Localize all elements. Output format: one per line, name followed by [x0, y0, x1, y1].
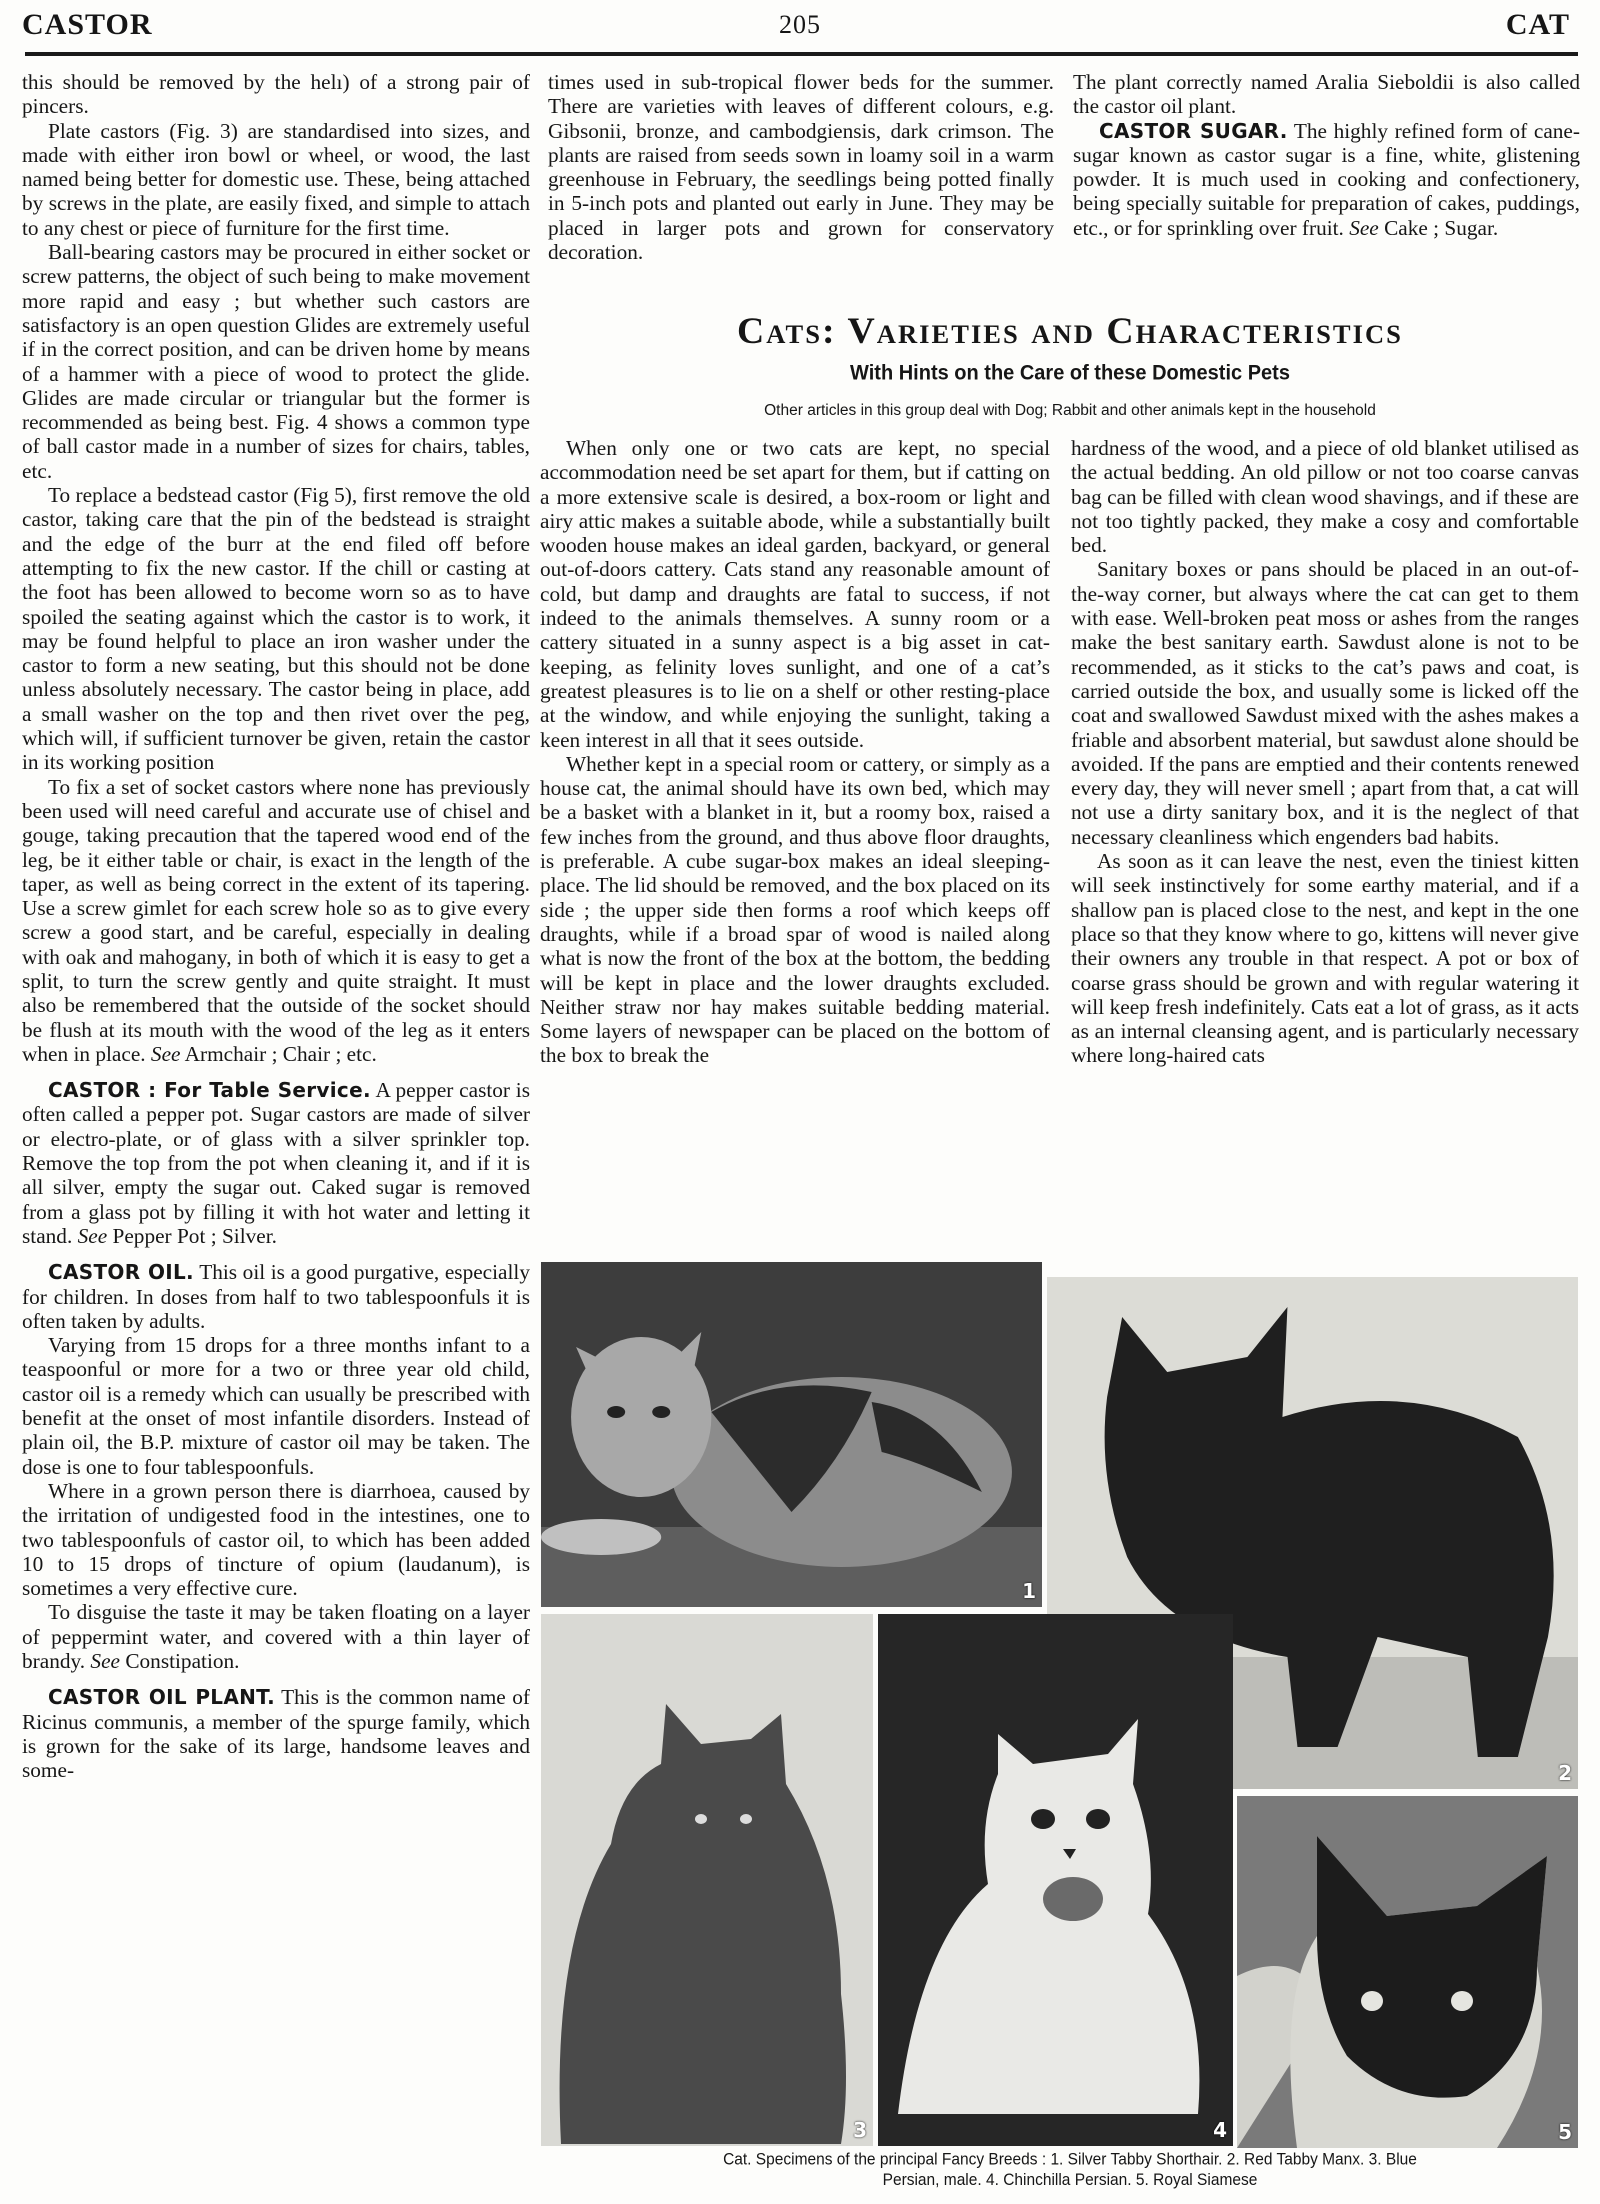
photo-number: 5	[1558, 2120, 1572, 2144]
cat-illustration	[878, 1614, 1233, 2146]
entry-text: The highly refined form of cane-sugar known as castor sugar is a fine, white, glistening powder. It is much used in cooking and confectionery, being specially suitable for preparation of cakes, puddings, etc., or for sprinkling over fruit.	[1073, 118, 1580, 240]
photo-number: 4	[1213, 2118, 1227, 2142]
cross-reference[interactable]: Armchair ; Chair ; etc.	[184, 1041, 377, 1066]
cross-reference[interactable]: Pepper Pot ; Silver.	[112, 1223, 277, 1248]
paragraph: To replace a bedstead castor (Fig 5), first remove the old castor, taking care that the pin of the bedstead is straight and the edge of the burr at the end filed off before attempting to fix the new castor. If the chill or casting at the foot has been allowed to become worn so as to have spoiled the seating against which the castor is to work, it may be found helpful to place an iron washer under the castor to form a new seating, but this should not be done unless absolutely necessary. The castor being in place, add a small washer on the top and then rivet over the peg, which will, if sufficient turnover be given, retain the castor in its working position	[22, 483, 530, 775]
paragraph-text: To disguise the taste it may be taken floating on a layer of peppermint water, and covered with a thin layer of brandy.	[22, 1600, 530, 1673]
see-label: See	[90, 1649, 120, 1673]
column-middle-top	[548, 70, 1054, 264]
paragraph: this should be removed by the helı) of a strong pair of pincers.	[22, 70, 530, 119]
running-header-right: CAT	[1505, 8, 1570, 41]
paragraph: When only one or two cats are kept, no special accommodation need be set apart for them, but if catting on a more extensive scale is desired, a box-room or light and airy attic makes a suitable abode, while a substantially built wooden house makes an ideal garden, backyard, or general out-of-doors cattery. Cats stand any reasonable amount of cold, but damp and draughts are fatal to success, if not indeed to the animals themselves. A sunny room or a cattery situated in a sunny aspect is a big asset in cat-keeping, as felinity loves sunlight, and one of a cat’s greatest pleasures is to lie on a shelf or other resting-place at the window, and while enjoying the sunlight, taking a keen interest in all that it sees outside.	[540, 436, 1050, 752]
paragraph: times used in sub-tropical flower beds for the summer. There are varieties with leaves of different colours, e.g. Gibsonii, bronze, and cambodgiensis, dark crimson. The plants are raised from seeds sown in loamy soil in a warm greenhouse in February, the seedlings being potted finally in 5-inch pots and planted out early in June. They may be placed in larger pots and grown for conservatory decoration.	[548, 70, 1054, 265]
paragraph-text: To fix a set of socket castors where none has previously been used will need careful and accurate use of chisel and gouge, taking precaution that the tapered wood end of the leg, be it either table or chair, is exact in the length of the taper, as well as being correct in the extent of its tapering. Use a screw gimlet for each screw hole so as to give every screw a good start, and be careful, especially in dealing with oak and mahogany, in both of which it is easy to get a split, to turn the screw gently and quite straight. It must also be remembered that the outside of the socket should be flush at its mouth with the wood of the leg as it enters when in place.	[22, 774, 530, 1066]
entry-text: This is the common name of Ricinus communis, a member of the spurge family, which is grown for the sake of its large, handsome leaves and some-	[22, 1685, 530, 1783]
paragraph: hardness of the wood, and a piece of old blanket utilised as the actual bedding. An old pillow or not too coarse canvas bag can be filled with clean wood shavings, and if these are not too tightly packed, they make a cosy and comfortable bed.	[1071, 436, 1579, 558]
entry-heading: CASTOR : For Table Service.	[48, 1078, 371, 1103]
photo-number: 3	[853, 2118, 867, 2142]
article-column-right	[1071, 436, 1579, 1068]
paragraph: Ball-bearing castors may be procured in either socket or screw patterns, the object of such being to make movement more rapid and easy ; but whether such castors are satisfactory is an open question Glides are extremely useful if in the correct position, and can be driven home by means of a hammer with a piece of wood to protect the glide. Glides are made circular or triangular but the former is recommended as being best. Fig. 4 shows a common type of ball castor made in a number of sizes for chairs, tables, etc.	[22, 240, 530, 483]
cat-illustration	[1237, 1796, 1578, 2148]
see-label: See	[150, 1041, 181, 1066]
entry-heading: CASTOR OIL.	[48, 1260, 194, 1285]
article-column-left	[540, 436, 1050, 1068]
paragraph: Plate castors (Fig. 3) are standardised into sizes, and made with either iron bowl or wheel, or wood, the last named being better for domestic use. These, being attached by screws in the plate, are easily fixed, and simple to attach to any chest or piece of furniture for the first time.	[22, 118, 530, 240]
cross-reference[interactable]: Cake ; Sugar.	[1384, 215, 1499, 240]
entry-heading: CASTOR SUGAR.	[1099, 118, 1288, 143]
entry-heading: CASTOR OIL PLANT.	[48, 1685, 275, 1710]
caption-line: Cat. Specimens of the principal Fancy Breeds : 1. Silver Tabby Shorthair. 2. Red Tabby Manx. 3. Blue	[723, 2150, 1417, 2169]
photo-blue-persian-male	[541, 1614, 873, 2146]
photo-silver-tabby-shorthair	[541, 1262, 1042, 1607]
paragraph	[22, 775, 530, 1067]
column-left	[22, 70, 530, 1782]
paragraph: As soon as it can leave the nest, even the tiniest kitten will seek instinctively for some earthy material, and if a shallow pan is placed close to the nest, and kept in the one place so that they know where to go, kittens will never give their owners any trouble in that respect. A pot or box of coarse grass should be grown and with regular watering it will keep fresh indefinitely. Cats eat a lot of grass, as it acts as an internal cleansing agent, and is particularly necessary where long-haired cats	[1071, 849, 1579, 1068]
paragraph: Whether kept in a special room or cattery, or simply as a house cat, the animal should have its own bed, which may be a basket with a blanket in it, but a roomy box, raised a few inches from the ground, and thus above floor draughts, is preferable. A cube sugar-box makes an ideal sleeping-place. The lid should be removed, and the box placed on its side ; the upper side then forms a roof which keeps off draughts, while if a broad spar of wood is nailed along what is now the front of the box at the bottom, the bedding will be kept in place and the lower draughts excluded. Neither straw nor hay makes suitable bedding material. Some layers of newspaper can be placed on the bottom of the box to break the	[540, 751, 1050, 1068]
paragraph: Varying from 15 drops for a three months infant to a teaspoonful or more for a two or three year old child, castor oil is a remedy which can usually be prescribed with benefit at the onset of most infantile disorders. Instead of plain oil, the B.P. mixture of castor oil may be taken. The dose is one to four tablespoonfuls.	[22, 1333, 530, 1479]
entry-castor-sugar	[1073, 119, 1580, 240]
entry-castor-oil-plant	[22, 1685, 530, 1782]
entry-text: A pepper castor is often called a pepper pot. Sugar castors are made of silver or electro-plate, or of glass with a silver sprinkler top. Remove the top from the pot when cleaning it, and if it is all silver, empty the sugar out. Caked sugar is removed from a glass pot by filling it with hot water and letting it stand.	[22, 1078, 530, 1248]
entry-text: This oil is a good purgative, especially for children. In doses from half to two tablespoonfuls it is often taken by adults.	[22, 1260, 530, 1333]
cat-illustration	[541, 1614, 873, 2146]
paragraph: Where in a grown person there is diarrhoea, caused by the irritation of undigested food in the intestines, one to two tablespoonfuls of castor oil, to which has been added 10 to 15 drops of tincture of opium (laudanum), is sometimes a very effective cure.	[22, 1478, 530, 1601]
article-title: Cats: Varieties and Characteristics	[737, 311, 1403, 352]
column-right-top	[1073, 70, 1580, 240]
entry-castor-oil	[22, 1260, 530, 1333]
header-rule	[25, 52, 1578, 56]
article-related-note: Other articles in this group deal with Dog; Rabbit and other animals kept in the household	[764, 402, 1376, 419]
cross-reference[interactable]: Constipation.	[125, 1649, 240, 1673]
photo-number: 2	[1558, 1761, 1572, 1785]
see-label: See	[77, 1223, 108, 1248]
paragraph: The plant correctly named Aralia Sieboldii is also called the castor oil plant.	[1073, 70, 1580, 119]
running-header-left: CASTOR	[22, 8, 153, 41]
photo-chinchilla-persian	[878, 1614, 1233, 2146]
article-subtitle: With Hints on the Care of these Domestic Pets	[850, 361, 1290, 385]
cat-illustration	[541, 1262, 1042, 1607]
photo-royal-siamese	[1237, 1796, 1578, 2148]
figure-caption	[540, 2149, 1600, 2190]
caption-line: Persian, male. 4. Chinchilla Persian. 5. Royal Siamese	[882, 2171, 1258, 2190]
page-number: 205	[779, 10, 821, 39]
paragraph: Sanitary boxes or pans should be placed in an out-of-the-way corner, but always where the cat can get to them with ease. Well-broken peat moss or ashes from the ranges make the best sanitary earth. Sawdust alone is not to be recommended, as it sticks to the cat’s paws and coat, is carried outside the box, and usually some is licked off the coat and swallowed Sawdust mixed with the ashes makes a friable and absorbent material, but sawdust alone should be avoided. If the pans are emptied and their contents renewed every day, they will never smell ; apart from that, a cat will not use a dirty sanitary box, and it is the neglect of that necessary cleanliness which engenders bad habits.	[1071, 557, 1579, 849]
entry-castor-table-service	[22, 1078, 530, 1248]
see-label: See	[1349, 215, 1379, 240]
photo-number: 1	[1022, 1579, 1036, 1603]
paragraph	[22, 1600, 530, 1673]
